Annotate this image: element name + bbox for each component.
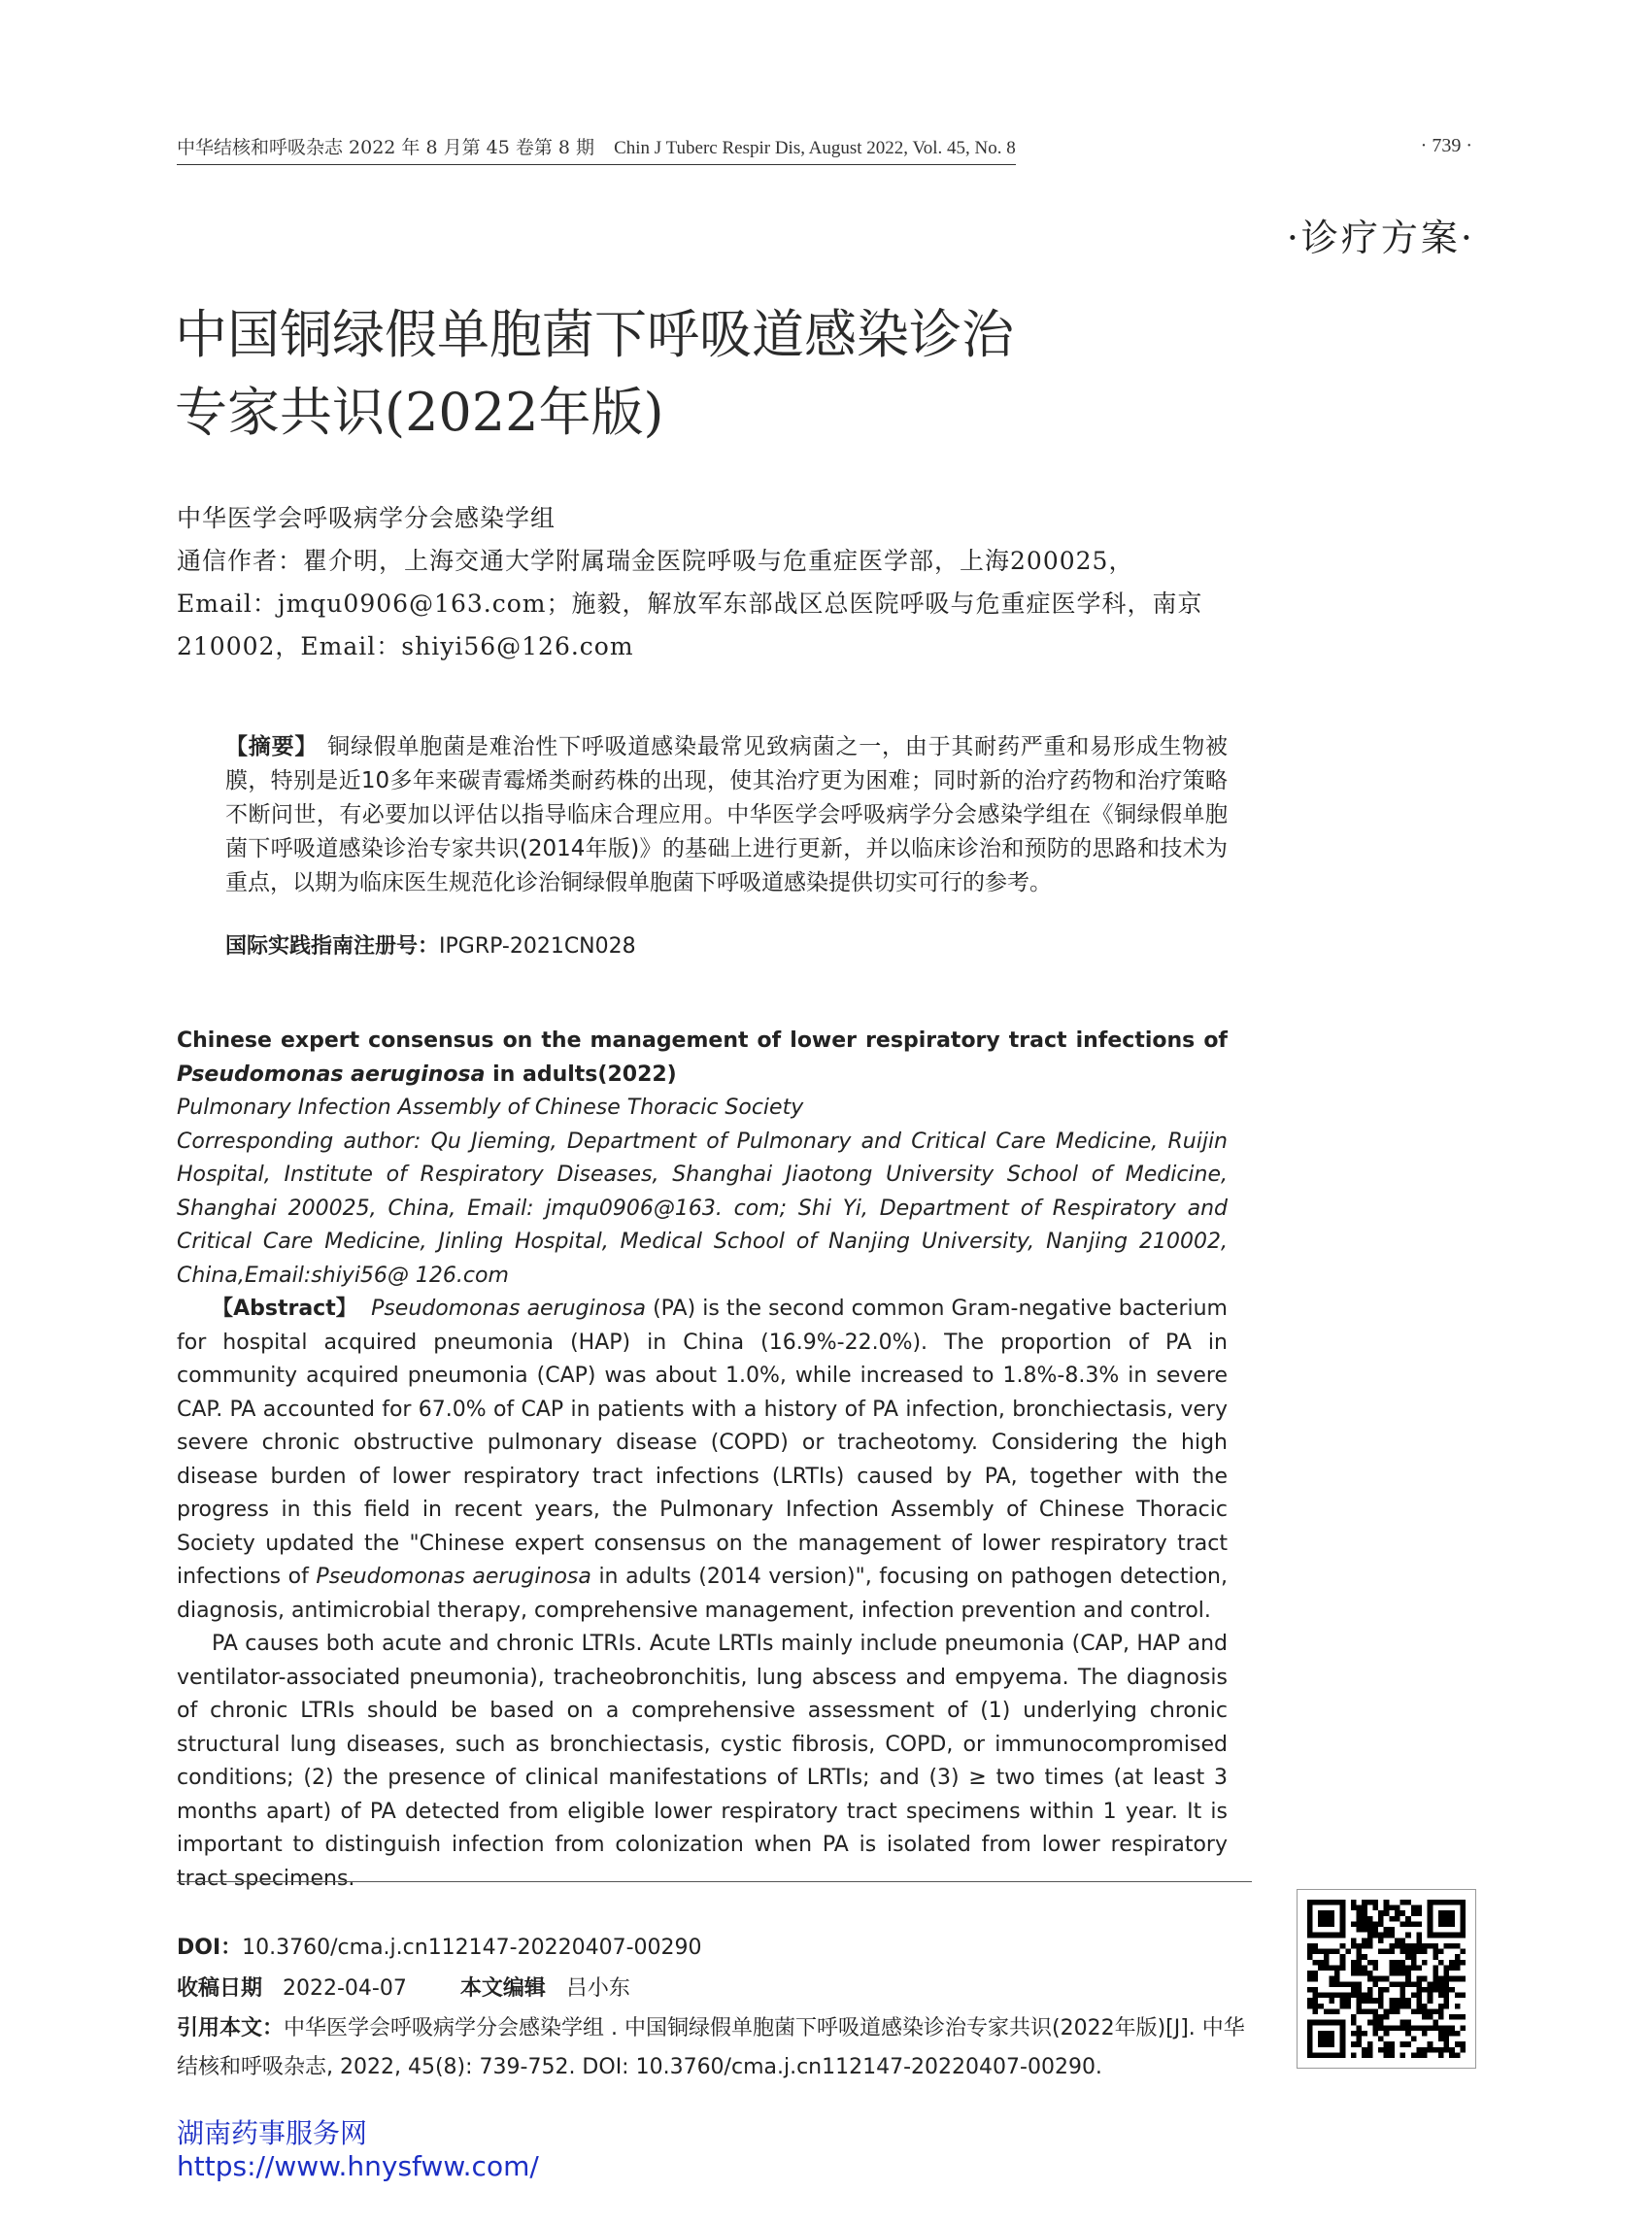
english-abstract-p1 [177,1293,1228,1628]
journal-header-en: Chin J Tuberc Respir Dis, August 2022, Vol. 45, No. 8 [614,138,1016,158]
english-abstract-p2: PA causes both acute and chronic LTRIs. Acute LRTIs mainly include pneumonia (CAP, HAP and ventilator-associated pneumonia), tracheobronchitis, lung abscess and empyema. The diagnosis of chronic LTRIs should be based on a comprehensive assessment of (1) underlying chronic structural lung diseases, such as bronchiectasis, cystic fibrosis, COPD, or immunocompromised conditions; (2) the presence of clinical manifestations of LRTIs; and (3) ≥ two times (at least 3 months apart) of PA detected from eligible lower respiratory tract specimens within 1 year. It is important to distinguish infection from colonization when PA is isolated from lower respiratory tract specimens. [177,1632,1228,1891]
correspondence: 通信作者：瞿介明，上海交通大学附属瑞金医院呼吸与危重症医学部，上海200025，Email：jmqu0906@163.com；施毅，解放军东部战区总医院呼吸与危重症医学科，南京210002，Email：shiyi56@126.com [177,547,1203,660]
english-assembly: Pulmonary Infection Assembly of Chinese Thoracic Society [177,1096,804,1120]
page-number: · 739 · [1420,135,1472,156]
abstract-zh-heading: 【摘要】 [225,734,319,759]
article-title [175,296,1014,452]
journal-header-zh: 中华结核和呼吸杂志 2022 年 8 月第 45 卷第 8 期 [177,137,595,158]
received-line [177,1969,1264,2009]
qr-code-icon [1297,1889,1476,2069]
title-line-1: 中国铜绿假单胞菌下呼吸道感染诊治 [175,304,1014,365]
abstract-en [177,1025,1228,1896]
citation-label: 引用本文： [177,2016,285,2040]
section-label: ·诊疗方案· [1286,217,1475,259]
abstract-zh-text: 铜绿假单胞菌是难治性下呼吸道感染最常见致病菌之一，由于其耐药严重和易形成生物被膜，特别是近10多年来碳青霉烯类耐药株的出现，使其治疗更为困难；同时新的治疗药物和治疗策略不断问世，有必要加以评估以指导临床合理应用。中华医学会呼吸病学分会感染学组在《铜绿假单胞菌下呼吸道感染诊治专家共识(2014年版)》的基础上进行更新，并以临床诊治和预防的思路和技术为重点，以期为临床医生规范化诊治铜绿假单胞菌下呼吸道感染提供切实可行的参考。 [225,734,1229,895]
english-abstract-text-b: in adults (2014 version)", focusing on pathogen detection, diagnosis, antimicrobial therapy, comprehensive management, infection prevention and control. [177,1565,1228,1623]
watermark-name: 湖南药事服务网 [177,2117,368,2149]
author-block [177,497,1226,668]
journal-header [177,133,1016,165]
footer-metadata [177,1928,1264,2087]
registry-value: IPGRP-2021CN028 [439,934,636,959]
citation-value: 中华医学会呼吸病学分会感染学组 . 中国铜绿假单胞菌下呼吸道感染诊治专家共识(2022年版)[J]. 中华结核和呼吸杂志, 2022, 45(8): 739-752. DOI: 10.3760/cma.j.cn112147-20220407-00290. [177,2016,1245,2079]
editor-label: 本文编辑 [459,1976,546,2001]
registry [225,929,636,960]
english-title-species: Pseudomonas aeruginosa [177,1062,486,1087]
english-corresponding: Corresponding author: Qu Jieming, Department of Pulmonary and Critical Care Medicine, Ruijin Hospital, Institute of Respiratory Diseases, Shanghai Jiaotong University School of Medicine, Shanghai 200025, China, Email: jmqu0906@163. com; Shi Yi, Department of Respiratory and Critical Care Medicine, Jinling Hospital, Medical School of Nanjing University, Nanjing 210002, China,Email:shiyi56@ 126.com [177,1129,1228,1288]
citation-line [177,2009,1255,2087]
registry-label: 国际实践指南注册号： [225,934,440,959]
received-label: 收稿日期 [177,1976,263,2001]
qr-code-graphic [1307,1900,1466,2058]
english-abstract-heading: 【Abstract】 [212,1297,357,1321]
author-group: 中华医学会呼吸病学分会感染学组 [177,504,556,532]
footer-divider [177,1881,1252,1882]
english-title-part2: in adults(2022) [485,1062,677,1087]
editor-value: 吕小东 [565,1976,630,2001]
english-abstract-species-2: Pseudomonas aeruginosa [316,1565,591,1589]
watermark[interactable] [177,2117,539,2183]
doi-value: 10.3760/cma.j.cn112147-20220407-00290 [242,1936,702,1960]
english-title [177,1025,1228,1092]
english-title-part1: Chinese expert consensus on the management of lower respiratory tract infections of [177,1028,1228,1053]
received-value: 2022-04-07 [283,1976,407,2001]
title-line-2: 专家共识(2022年版) [175,382,664,443]
doi-line [177,1928,1264,1969]
english-abstract-species: Pseudomonas aeruginosa [371,1297,646,1321]
watermark-url[interactable]: https://www.hnysfww.com/ [177,2150,539,2182]
doi-label: DOI： [177,1936,243,1960]
abstract-zh [225,730,1228,900]
english-abstract-text-a: (PA) is the second common Gram-negative bacterium for hospital acquired pneumonia (HAP) in China (16.9%-22.0%). The proportion of PA in community acquired pneumonia (CAP) was about 1.0%, while increased to 1.8%-8.3% in severe CAP. PA accounted for 67.0% of CAP in patients with a history of PA infection, bronchiectasis, very severe chronic obstructive pulmonary disease (COPD) or tracheotomy. Considering the high disease burden of lower respiratory tract infections (LRTIs) caused by PA, together with the progress in this field in recent years, the Pulmonary Infection Assembly of Chinese Thoracic Society updated the "Chinese expert consensus on the management of lower respiratory tract infections of [177,1297,1228,1589]
